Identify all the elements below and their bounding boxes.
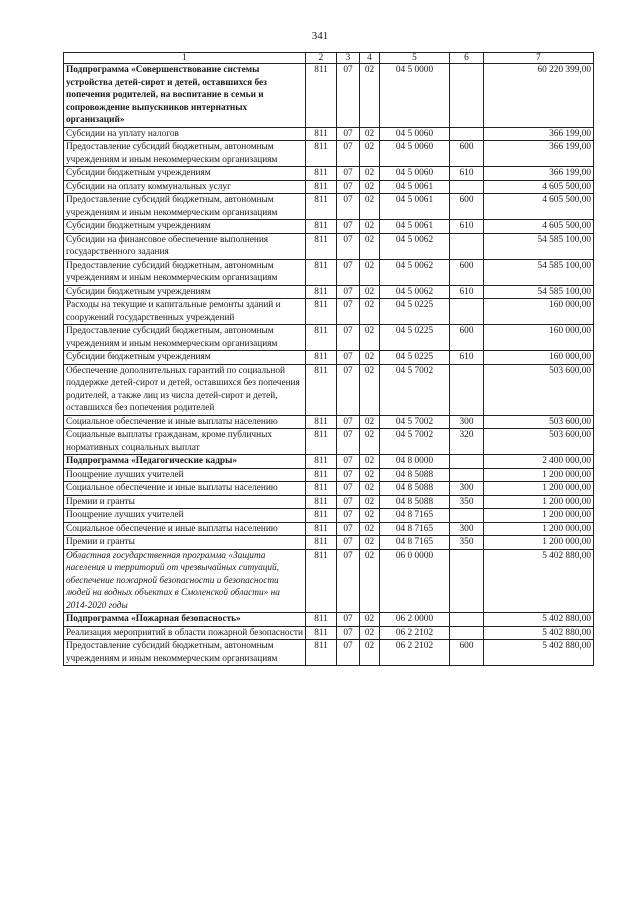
expense-type-cell — [450, 613, 484, 627]
expense-type-cell: 610 — [450, 220, 484, 234]
amount-cell: 366 199,00 — [484, 167, 594, 181]
subsection-code-cell: 02 — [360, 167, 380, 181]
admin-code-cell: 811 — [306, 626, 337, 640]
admin-code-cell: 811 — [306, 194, 337, 220]
admin-code-cell: 811 — [306, 468, 337, 482]
table-row — [64, 220, 594, 234]
expense-type-cell — [450, 299, 484, 325]
section-code-cell: 07 — [337, 495, 360, 509]
section-code-cell: 07 — [337, 468, 360, 482]
amount-cell: 5 402 880,00 — [484, 640, 594, 666]
table-row — [64, 522, 594, 536]
row-name-cell: Предоставление субсидий бюджетным, автономным учреждениям и иным некоммерческим организациям — [64, 194, 306, 220]
amount-cell: 366 199,00 — [484, 127, 594, 141]
admin-code-cell: 811 — [306, 64, 337, 128]
target-article-cell: 04 8 7165 — [380, 509, 450, 523]
row-name-cell: Субсидии бюджетным учреждениям — [64, 285, 306, 299]
table-row — [64, 364, 594, 415]
admin-code-cell: 811 — [306, 364, 337, 415]
amount-cell: 1 200 000,00 — [484, 468, 594, 482]
expense-type-cell: 600 — [450, 640, 484, 666]
target-article-cell: 04 5 0062 — [380, 259, 450, 285]
target-article-cell: 04 8 7165 — [380, 522, 450, 536]
amount-cell: 4 605 500,00 — [484, 180, 594, 194]
row-name-cell: Предоставление субсидий бюджетным, автономным учреждениям и иным некоммерческим организациям — [64, 640, 306, 666]
admin-code-cell: 811 — [306, 536, 337, 550]
admin-code-cell: 811 — [306, 233, 337, 259]
admin-code-cell: 811 — [306, 180, 337, 194]
expense-type-cell: 300 — [450, 482, 484, 496]
target-article-cell: 04 8 0000 — [380, 455, 450, 469]
section-code-cell: 07 — [337, 522, 360, 536]
row-name-cell: Социальные выплаты гражданам, кроме публичных нормативных социальных выплат — [64, 429, 306, 455]
subsection-code-cell: 02 — [360, 299, 380, 325]
target-article-cell: 04 5 0225 — [380, 325, 450, 351]
expense-type-cell — [450, 549, 484, 613]
section-code-cell: 07 — [337, 455, 360, 469]
subsection-code-cell: 02 — [360, 127, 380, 141]
row-name-cell: Социальное обеспечение и иные выплаты населению — [64, 415, 306, 429]
table-row — [64, 259, 594, 285]
header-cell: 7 — [484, 53, 594, 64]
header-row — [64, 53, 594, 64]
section-code-cell: 07 — [337, 299, 360, 325]
table-row — [64, 180, 594, 194]
table-row — [64, 495, 594, 509]
target-article-cell: 04 8 5088 — [380, 495, 450, 509]
header-cell: 2 — [306, 53, 337, 64]
subsection-code-cell: 02 — [360, 325, 380, 351]
section-code-cell: 07 — [337, 141, 360, 167]
target-article-cell: 06 2 2102 — [380, 626, 450, 640]
table-row — [64, 455, 594, 469]
table-row — [64, 509, 594, 523]
section-code-cell: 07 — [337, 180, 360, 194]
target-article-cell: 06 2 2102 — [380, 640, 450, 666]
expense-type-cell — [450, 455, 484, 469]
admin-code-cell: 811 — [306, 141, 337, 167]
admin-code-cell: 811 — [306, 522, 337, 536]
expense-type-cell: 600 — [450, 325, 484, 351]
header-cell: 4 — [360, 53, 380, 64]
row-name-cell: Подпрограмма «Совершенствование системы устройства детей-сирот и детей, оставшихся без попечения родителей, на воспитание в семьи и сопровождение выпускников интернатных организаций» — [64, 64, 306, 128]
header-cell: 6 — [450, 53, 484, 64]
amount-cell: 5 402 880,00 — [484, 549, 594, 613]
target-article-cell: 04 8 5088 — [380, 468, 450, 482]
amount-cell: 1 200 000,00 — [484, 495, 594, 509]
table-row — [64, 626, 594, 640]
subsection-code-cell: 02 — [360, 194, 380, 220]
section-code-cell: 07 — [337, 220, 360, 234]
row-name-cell: Подпрограмма «Педагогические кадры» — [64, 455, 306, 469]
admin-code-cell: 811 — [306, 429, 337, 455]
budget-table — [63, 52, 594, 666]
row-name-cell: Предоставление субсидий бюджетным, автономным учреждениям и иным некоммерческим организациям — [64, 259, 306, 285]
amount-cell: 5 402 880,00 — [484, 626, 594, 640]
admin-code-cell: 811 — [306, 167, 337, 181]
admin-code-cell: 811 — [306, 220, 337, 234]
section-code-cell: 07 — [337, 482, 360, 496]
section-code-cell: 07 — [337, 626, 360, 640]
expense-type-cell — [450, 180, 484, 194]
target-article-cell: 04 5 0060 — [380, 127, 450, 141]
subsection-code-cell: 02 — [360, 180, 380, 194]
target-article-cell: 04 8 5088 — [380, 482, 450, 496]
table-row — [64, 127, 594, 141]
row-name-cell: Расходы на текущие и капитальные ремонты зданий и сооружений государственных учреждений — [64, 299, 306, 325]
expense-type-cell: 350 — [450, 536, 484, 550]
target-article-cell: 04 5 0060 — [380, 167, 450, 181]
admin-code-cell: 811 — [306, 127, 337, 141]
row-name-cell: Субсидии на оплату коммунальных услуг — [64, 180, 306, 194]
target-article-cell: 06 0 0000 — [380, 549, 450, 613]
table-row — [64, 325, 594, 351]
subsection-code-cell: 02 — [360, 613, 380, 627]
expense-type-cell: 300 — [450, 522, 484, 536]
section-code-cell: 07 — [337, 640, 360, 666]
header-cell: 1 — [64, 53, 306, 64]
section-code-cell: 07 — [337, 167, 360, 181]
page-number: 341 — [311, 30, 329, 42]
row-name-cell: Поощрение лучших учителей — [64, 509, 306, 523]
admin-code-cell: 811 — [306, 299, 337, 325]
expense-type-cell — [450, 468, 484, 482]
row-name-cell: Премии и гранты — [64, 495, 306, 509]
amount-cell: 503 600,00 — [484, 415, 594, 429]
table-row — [64, 351, 594, 365]
target-article-cell: 04 5 0000 — [380, 64, 450, 128]
row-name-cell: Поощрение лучших учителей — [64, 468, 306, 482]
amount-cell: 160 000,00 — [484, 351, 594, 365]
target-article-cell: 04 5 0061 — [380, 194, 450, 220]
section-code-cell: 07 — [337, 351, 360, 365]
section-code-cell: 07 — [337, 64, 360, 128]
target-article-cell: 04 5 7002 — [380, 364, 450, 415]
table-row — [64, 429, 594, 455]
section-code-cell: 07 — [337, 429, 360, 455]
admin-code-cell: 811 — [306, 613, 337, 627]
amount-cell: 4 605 500,00 — [484, 194, 594, 220]
amount-cell: 4 605 500,00 — [484, 220, 594, 234]
amount-cell: 503 600,00 — [484, 364, 594, 415]
row-name-cell: Субсидии бюджетным учреждениям — [64, 351, 306, 365]
target-article-cell: 04 5 0062 — [380, 285, 450, 299]
subsection-code-cell: 02 — [360, 482, 380, 496]
target-article-cell: 04 5 7002 — [380, 429, 450, 455]
expense-type-cell: 610 — [450, 167, 484, 181]
target-article-cell: 04 5 0061 — [380, 220, 450, 234]
target-article-cell: 04 5 7002 — [380, 415, 450, 429]
subsection-code-cell: 02 — [360, 141, 380, 167]
expense-type-cell — [450, 64, 484, 128]
subsection-code-cell: 02 — [360, 549, 380, 613]
table-row — [64, 299, 594, 325]
expense-type-cell — [450, 233, 484, 259]
section-code-cell: 07 — [337, 364, 360, 415]
subsection-code-cell: 02 — [360, 233, 380, 259]
amount-cell: 54 585 100,00 — [484, 259, 594, 285]
subsection-code-cell: 02 — [360, 429, 380, 455]
admin-code-cell: 811 — [306, 285, 337, 299]
section-code-cell: 07 — [337, 325, 360, 351]
section-code-cell: 07 — [337, 536, 360, 550]
header-cell: 5 — [380, 53, 450, 64]
subsection-code-cell: 02 — [360, 509, 380, 523]
row-name-cell: Обеспечение дополнительных гарантий по социальной поддержке детей-сирот и детей, оставшихся без попечения родителей, а также лиц из числа детей-сирот и детей, оставшихся без попечения родителей — [64, 364, 306, 415]
expense-type-cell: 300 — [450, 415, 484, 429]
admin-code-cell: 811 — [306, 495, 337, 509]
table-row — [64, 64, 594, 128]
subsection-code-cell: 02 — [360, 640, 380, 666]
subsection-code-cell: 02 — [360, 495, 380, 509]
admin-code-cell: 811 — [306, 351, 337, 365]
table-row — [64, 468, 594, 482]
admin-code-cell: 811 — [306, 549, 337, 613]
subsection-code-cell: 02 — [360, 626, 380, 640]
row-name-cell: Предоставление субсидий бюджетным, автономным учреждениям и иным некоммерческим организациям — [64, 325, 306, 351]
expense-type-cell: 320 — [450, 429, 484, 455]
admin-code-cell: 811 — [306, 259, 337, 285]
admin-code-cell: 811 — [306, 509, 337, 523]
row-name-cell: Субсидии на финансовое обеспечение выполнения государственного задания — [64, 233, 306, 259]
subsection-code-cell: 02 — [360, 285, 380, 299]
subsection-code-cell: 02 — [360, 536, 380, 550]
subsection-code-cell: 02 — [360, 364, 380, 415]
expense-type-cell: 600 — [450, 194, 484, 220]
section-code-cell: 07 — [337, 509, 360, 523]
row-name-cell: Реализация мероприятий в области пожарной безопасности — [64, 626, 306, 640]
subsection-code-cell: 02 — [360, 468, 380, 482]
expense-type-cell: 600 — [450, 141, 484, 167]
table-row — [64, 167, 594, 181]
amount-cell: 1 200 000,00 — [484, 482, 594, 496]
amount-cell: 1 200 000,00 — [484, 536, 594, 550]
target-article-cell: 04 5 0062 — [380, 233, 450, 259]
amount-cell: 1 200 000,00 — [484, 522, 594, 536]
subsection-code-cell: 02 — [360, 351, 380, 365]
admin-code-cell: 811 — [306, 640, 337, 666]
table-row — [64, 415, 594, 429]
admin-code-cell: 811 — [306, 415, 337, 429]
amount-cell: 60 220 399,00 — [484, 64, 594, 128]
amount-cell: 366 199,00 — [484, 141, 594, 167]
row-name-cell: Субсидии бюджетным учреждениям — [64, 220, 306, 234]
row-name-cell: Областная государственная программа «Защита населения и территорий от чрезвычайных ситуаций, обеспечение пожарной безопасности и безопасности людей на водных объектах в Смоленской области» на 2014-2020 годы — [64, 549, 306, 613]
table-row — [64, 613, 594, 627]
subsection-code-cell: 02 — [360, 64, 380, 128]
table-row — [64, 194, 594, 220]
expense-type-cell — [450, 626, 484, 640]
table-row — [64, 640, 594, 666]
section-code-cell: 07 — [337, 613, 360, 627]
row-name-cell: Социальное обеспечение и иные выплаты населению — [64, 482, 306, 496]
section-code-cell: 07 — [337, 194, 360, 220]
subsection-code-cell: 02 — [360, 220, 380, 234]
header-cell: 3 — [337, 53, 360, 64]
section-code-cell: 07 — [337, 233, 360, 259]
row-name-cell: Предоставление субсидий бюджетным, автономным учреждениям и иным некоммерческим организациям — [64, 141, 306, 167]
subsection-code-cell: 02 — [360, 455, 380, 469]
target-article-cell: 04 5 0061 — [380, 180, 450, 194]
table-row — [64, 233, 594, 259]
amount-cell: 1 200 000,00 — [484, 509, 594, 523]
amount-cell: 54 585 100,00 — [484, 233, 594, 259]
target-article-cell: 04 5 0225 — [380, 351, 450, 365]
row-name-cell: Подпрограмма «Пожарная безопасность» — [64, 613, 306, 627]
amount-cell: 54 585 100,00 — [484, 285, 594, 299]
admin-code-cell: 811 — [306, 482, 337, 496]
table-row — [64, 285, 594, 299]
table-row — [64, 536, 594, 550]
section-code-cell: 07 — [337, 259, 360, 285]
expense-type-cell: 610 — [450, 351, 484, 365]
target-article-cell: 04 5 0060 — [380, 141, 450, 167]
subsection-code-cell: 02 — [360, 415, 380, 429]
amount-cell: 160 000,00 — [484, 299, 594, 325]
amount-cell: 160 000,00 — [484, 325, 594, 351]
target-article-cell: 06 2 0000 — [380, 613, 450, 627]
expense-type-cell: 610 — [450, 285, 484, 299]
row-name-cell: Социальное обеспечение и иные выплаты населению — [64, 522, 306, 536]
admin-code-cell: 811 — [306, 455, 337, 469]
target-article-cell: 04 8 7165 — [380, 536, 450, 550]
table-row — [64, 549, 594, 613]
subsection-code-cell: 02 — [360, 522, 380, 536]
expense-type-cell: 600 — [450, 259, 484, 285]
expense-type-cell: 350 — [450, 495, 484, 509]
row-name-cell: Субсидии на уплату налогов — [64, 127, 306, 141]
row-name-cell: Премии и гранты — [64, 536, 306, 550]
amount-cell: 5 402 880,00 — [484, 613, 594, 627]
expense-type-cell — [450, 509, 484, 523]
subsection-code-cell: 02 — [360, 259, 380, 285]
amount-cell: 2 400 000,00 — [484, 455, 594, 469]
section-code-cell: 07 — [337, 549, 360, 613]
admin-code-cell: 811 — [306, 325, 337, 351]
expense-type-cell — [450, 364, 484, 415]
row-name-cell: Субсидии бюджетным учреждениям — [64, 167, 306, 181]
table-row — [64, 141, 594, 167]
expense-type-cell — [450, 127, 484, 141]
section-code-cell: 07 — [337, 127, 360, 141]
table-row — [64, 482, 594, 496]
amount-cell: 503 600,00 — [484, 429, 594, 455]
target-article-cell: 04 5 0225 — [380, 299, 450, 325]
section-code-cell: 07 — [337, 285, 360, 299]
section-code-cell: 07 — [337, 415, 360, 429]
